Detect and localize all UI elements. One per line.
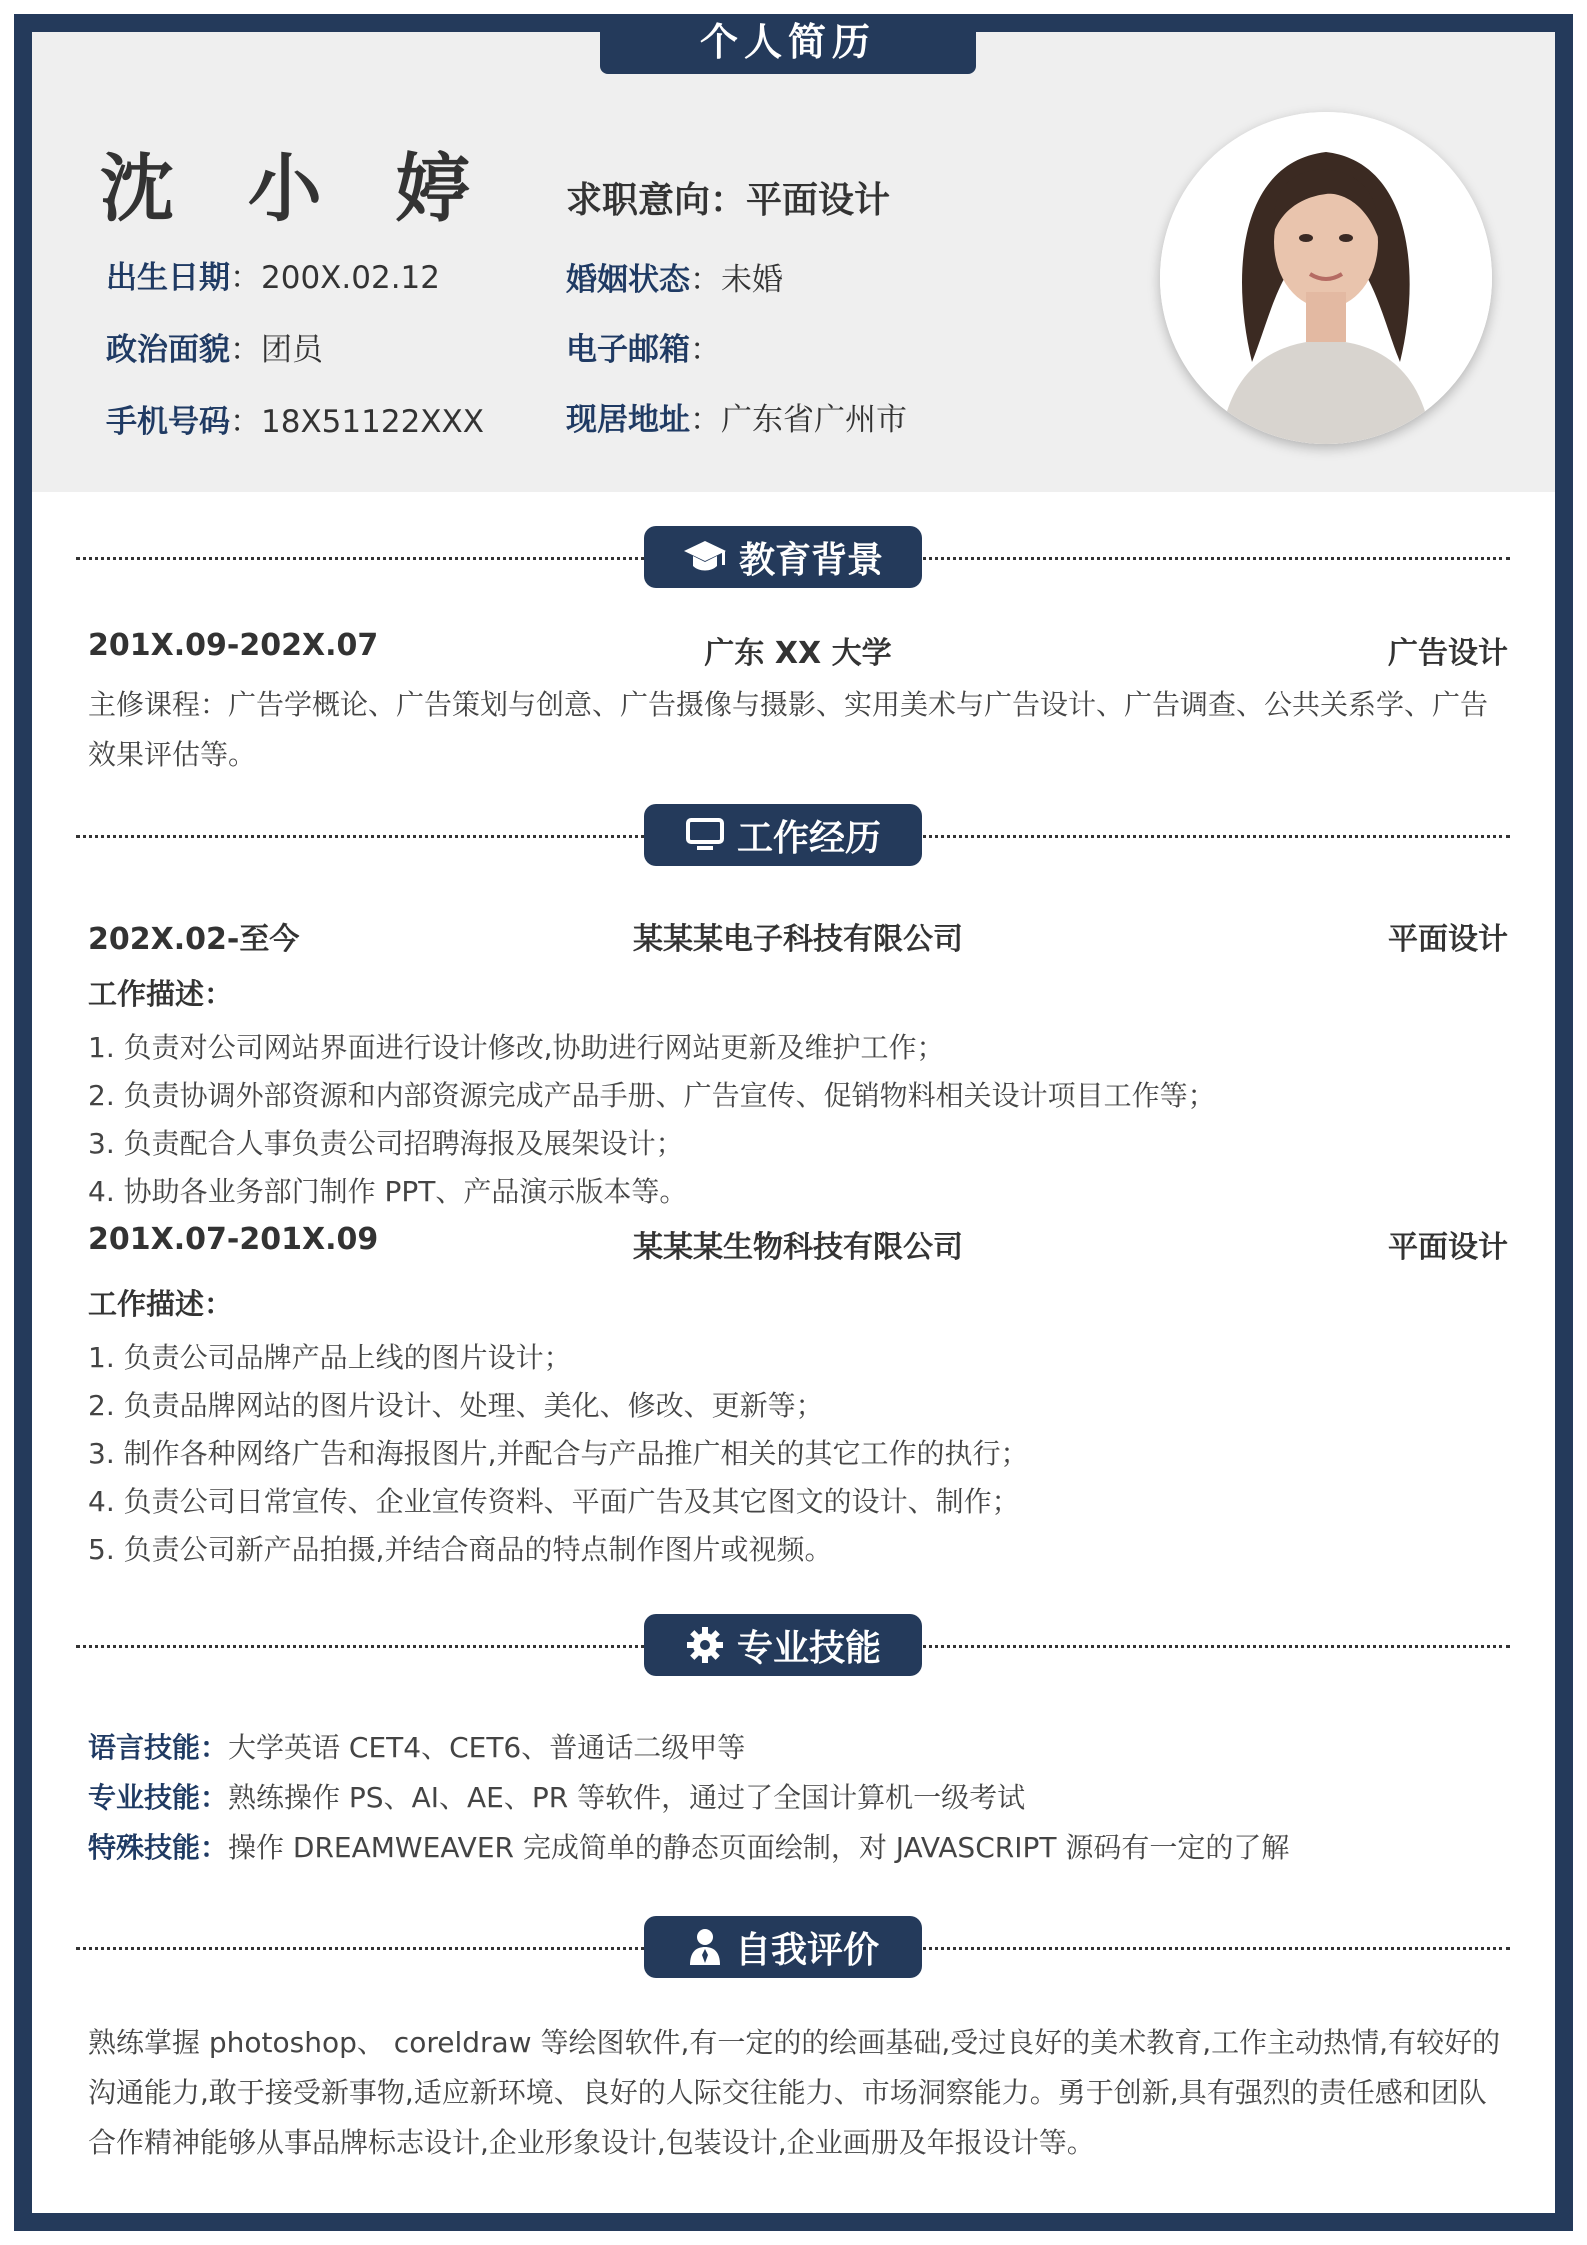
job-period: 202X.02-至今 bbox=[88, 922, 300, 957]
political-status-label: 政治面貌 bbox=[106, 332, 230, 368]
marital-status-value: 未婚 bbox=[721, 262, 783, 298]
job-company: 某某某生物科技有限公司 bbox=[633, 1230, 963, 1265]
job-period: 201X.07-201X.09 bbox=[88, 1222, 379, 1257]
colon: ： bbox=[690, 262, 721, 298]
work-section-header bbox=[76, 804, 1510, 868]
political-status-value: 团员 bbox=[261, 332, 323, 368]
marital-status bbox=[566, 254, 783, 299]
list-item: 2. 负责协调外部资源和内部资源完成产品手册、广告宣传、促销物料相关设计项目工作等； bbox=[88, 1079, 1216, 1112]
email-label: 电子邮箱 bbox=[566, 332, 690, 368]
skill-special bbox=[88, 1826, 1289, 1866]
self-evaluation-text: 熟练掌握 photoshop、 coreldraw 等绘图软件,有一定的的绘画基础,受过良好的美术教育,工作主动热情,有较好的沟通能力,敢于接受新事物,适应新环境、良好的人际交往能力、市场洞察能力。勇于创新,具有强烈的责任感和团队合作精神能够从事品牌标志设计,企业形象设计,包装设计,企业画册及年报设计等。 bbox=[88, 2026, 1501, 2159]
birth-date-value: 200X.02.12 bbox=[261, 260, 441, 296]
colon: ： bbox=[230, 332, 261, 368]
job-desc-label: 工作描述： bbox=[88, 977, 234, 1011]
education-major: 广告设计 bbox=[1388, 636, 1508, 671]
list-item: 2. 负责品牌网站的图片设计、处理、美化、修改、更新等； bbox=[88, 1389, 824, 1422]
skill-label: 专业技能： bbox=[88, 1781, 229, 1814]
colon: ： bbox=[690, 402, 721, 438]
birth-date-label: 出生日期 bbox=[106, 260, 230, 296]
phone-number bbox=[106, 396, 484, 441]
self-section-header bbox=[76, 1916, 1510, 1980]
address bbox=[566, 394, 907, 439]
monitor-icon bbox=[685, 817, 725, 853]
job-duties-list bbox=[88, 1334, 1508, 1574]
gear-icon bbox=[685, 1625, 725, 1665]
skills-section-header bbox=[76, 1614, 1510, 1678]
skill-value: 操作 DREAMWEAVER 完成简单的静态页面绘制，对 JAVASCRIPT 源码有一定的了解 bbox=[228, 1831, 1290, 1864]
skill-language bbox=[88, 1726, 745, 1766]
colon: ： bbox=[230, 404, 261, 440]
phone-number-label: 手机号码 bbox=[106, 404, 230, 440]
list-item: 4. 协助各业务部门制作 PPT、产品演示版本等。 bbox=[88, 1175, 688, 1208]
list-item: 3. 制作各种网络广告和海报图片,并配合与产品推广相关的其它工作的执行； bbox=[88, 1437, 1029, 1470]
job-position: 平面设计 bbox=[1388, 1230, 1508, 1265]
job-intent bbox=[566, 172, 890, 223]
phone-number-value: 18X51122XXX bbox=[261, 404, 485, 440]
education-title: 教育背景 bbox=[738, 539, 883, 581]
profile-photo bbox=[1160, 112, 1492, 444]
skill-value: 大学英语 CET4、CET6、普通话二级甲等 bbox=[228, 1731, 746, 1764]
list-item: 4. 负责公司日常宣传、企业宣传资料、平面广告及其它图文的设计、制作； bbox=[88, 1485, 1020, 1518]
work-title: 工作经历 bbox=[736, 817, 881, 859]
job-company: 某某某电子科技有限公司 bbox=[633, 922, 963, 957]
political-status bbox=[106, 324, 323, 369]
work-title-pill bbox=[644, 804, 922, 866]
candidate-name: 沈 小 婷 bbox=[100, 146, 494, 232]
education-courses: 主修课程：广告学概论、广告策划与创意、广告摄像与摄影、实用美术与广告设计、广告调查、公共关系学、广告效果评估等。 bbox=[88, 688, 1489, 771]
education-title-pill bbox=[644, 526, 922, 588]
colon: ： bbox=[690, 332, 721, 368]
graduation-cap-icon bbox=[683, 539, 727, 575]
skills-title: 专业技能 bbox=[736, 1627, 881, 1669]
education-school: 广东 XX 大学 bbox=[704, 636, 892, 671]
skill-professional bbox=[88, 1776, 1025, 1816]
skill-label: 特殊技能： bbox=[88, 1831, 229, 1864]
skill-value: 熟练操作 PS、AI、AE、PR 等软件，通过了全国计算机一级考试 bbox=[228, 1781, 1026, 1814]
address-label: 现居地址 bbox=[566, 402, 690, 438]
person-icon bbox=[687, 1927, 723, 1967]
address-value: 广东省广州市 bbox=[721, 402, 907, 438]
list-item: 1. 负责对公司网站界面进行设计修改,协助进行网站更新及维护工作； bbox=[88, 1031, 945, 1064]
job-desc-label: 工作描述： bbox=[88, 1287, 234, 1321]
job-position: 平面设计 bbox=[1388, 922, 1508, 957]
self-title-pill bbox=[644, 1916, 922, 1978]
email bbox=[566, 324, 721, 369]
resume-title: 个人简历 bbox=[600, 14, 976, 74]
list-item: 1. 负责公司品牌产品上线的图片设计； bbox=[88, 1341, 572, 1374]
job-intent-value: 平面设计 bbox=[746, 180, 891, 221]
list-item: 3. 负责配合人事负责公司招聘海报及展架设计； bbox=[88, 1127, 684, 1160]
job-intent-label: 求职意向： bbox=[566, 180, 747, 221]
marital-status-label: 婚姻状态 bbox=[566, 262, 690, 298]
list-item: 5. 负责公司新产品拍摄,并结合商品的特点制作图片或视频。 bbox=[88, 1533, 833, 1566]
birth-date bbox=[106, 252, 440, 297]
skill-label: 语言技能： bbox=[88, 1731, 229, 1764]
job-duties-list bbox=[88, 1024, 1508, 1216]
self-title: 自我评价 bbox=[734, 1929, 879, 1971]
education-period: 201X.09-202X.07 bbox=[88, 628, 379, 663]
education-section-header bbox=[76, 526, 1510, 590]
skills-title-pill bbox=[644, 1614, 922, 1676]
colon: ： bbox=[230, 260, 261, 296]
portrait-illustration bbox=[1160, 112, 1492, 444]
